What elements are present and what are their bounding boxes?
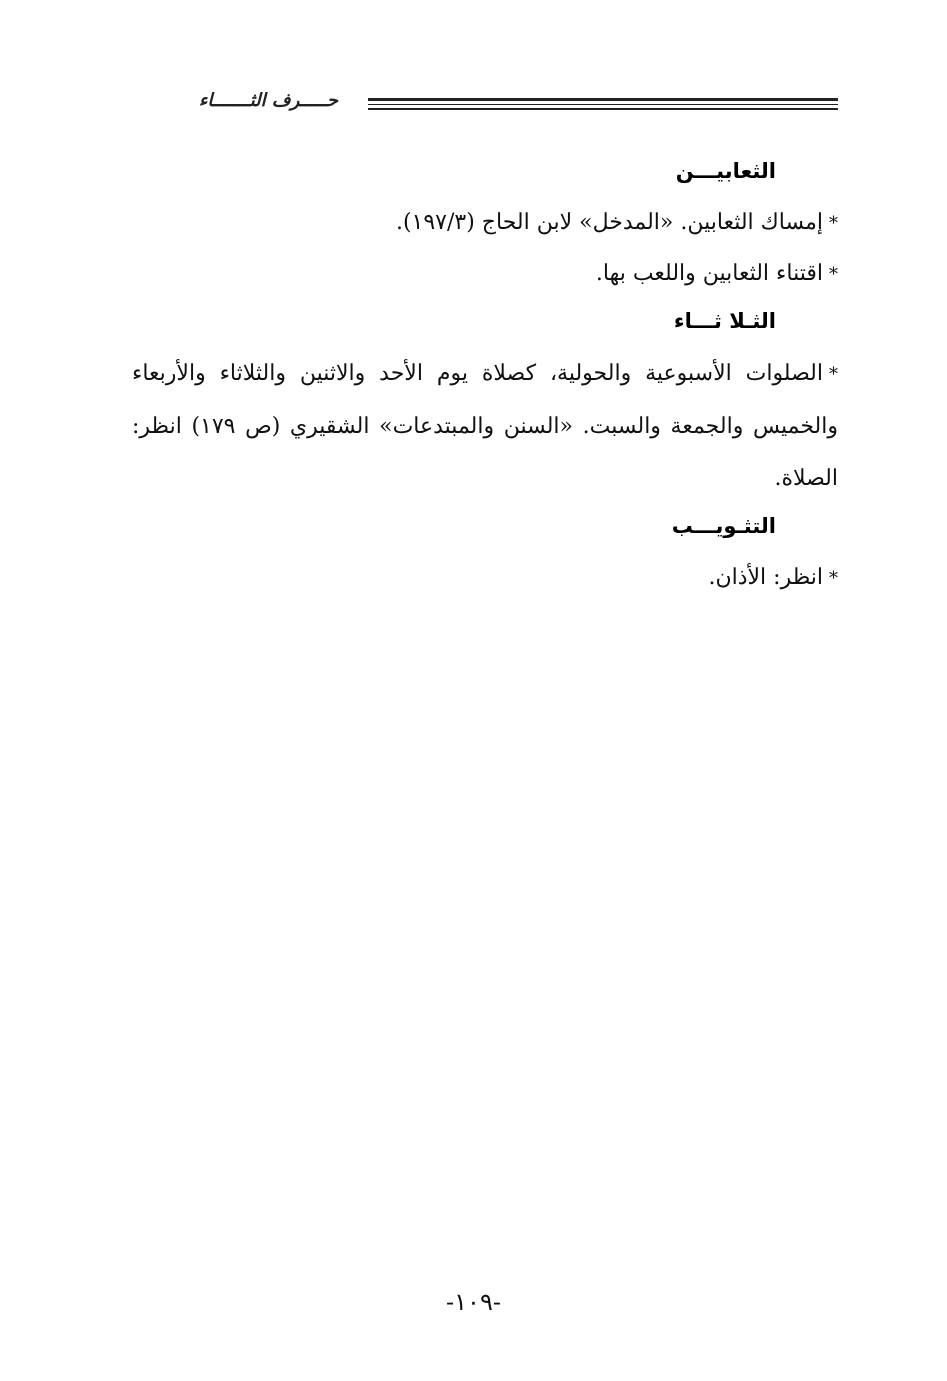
page-number: -١٠٩- — [446, 1288, 501, 1316]
running-header — [130, 88, 838, 118]
entry-title: الثـلا ثـــاء — [673, 309, 776, 333]
asterisk-icon: * — [829, 568, 838, 589]
entry-tathwib — [132, 511, 838, 604]
entry-line — [132, 553, 838, 604]
entry-text: إمساك الثعابين. «المدخل» لابن الحاج (١٩٧/٣). — [395, 210, 823, 235]
header-rule-thin — [368, 104, 838, 105]
asterisk-icon: * — [829, 364, 838, 385]
entry-thaabin — [132, 156, 838, 300]
header-rule-bottom — [368, 108, 838, 110]
asterisk-icon: * — [829, 213, 838, 234]
entry-title: التثـويـــب — [671, 514, 776, 538]
header-rule — [368, 98, 838, 110]
chapter-title: حـــــرف الثـــــــاء — [198, 90, 338, 111]
entry-thulatha — [132, 306, 838, 505]
entry-line — [132, 249, 838, 300]
page-body — [132, 150, 838, 604]
entry-text: انظر: الأذان. — [708, 565, 823, 590]
entry-line — [132, 198, 838, 249]
entry-title: الثعابيـــن — [675, 159, 776, 183]
entry-text: الصلوات الأسبوعية والحولية، كصلاة يوم الأحد والاثنين والثلاثاء والأربعاء والخميس والجمعة والسبت. «السنن والمبتدعات» الشقيري (ص ١٧٩) انظر: الصلاة. — [132, 361, 838, 491]
header-rule-thick — [368, 98, 838, 101]
entry-text: اقتناء الثعابين واللعب بها. — [595, 261, 823, 286]
entry-paragraph — [132, 348, 838, 505]
asterisk-icon: * — [829, 264, 838, 285]
